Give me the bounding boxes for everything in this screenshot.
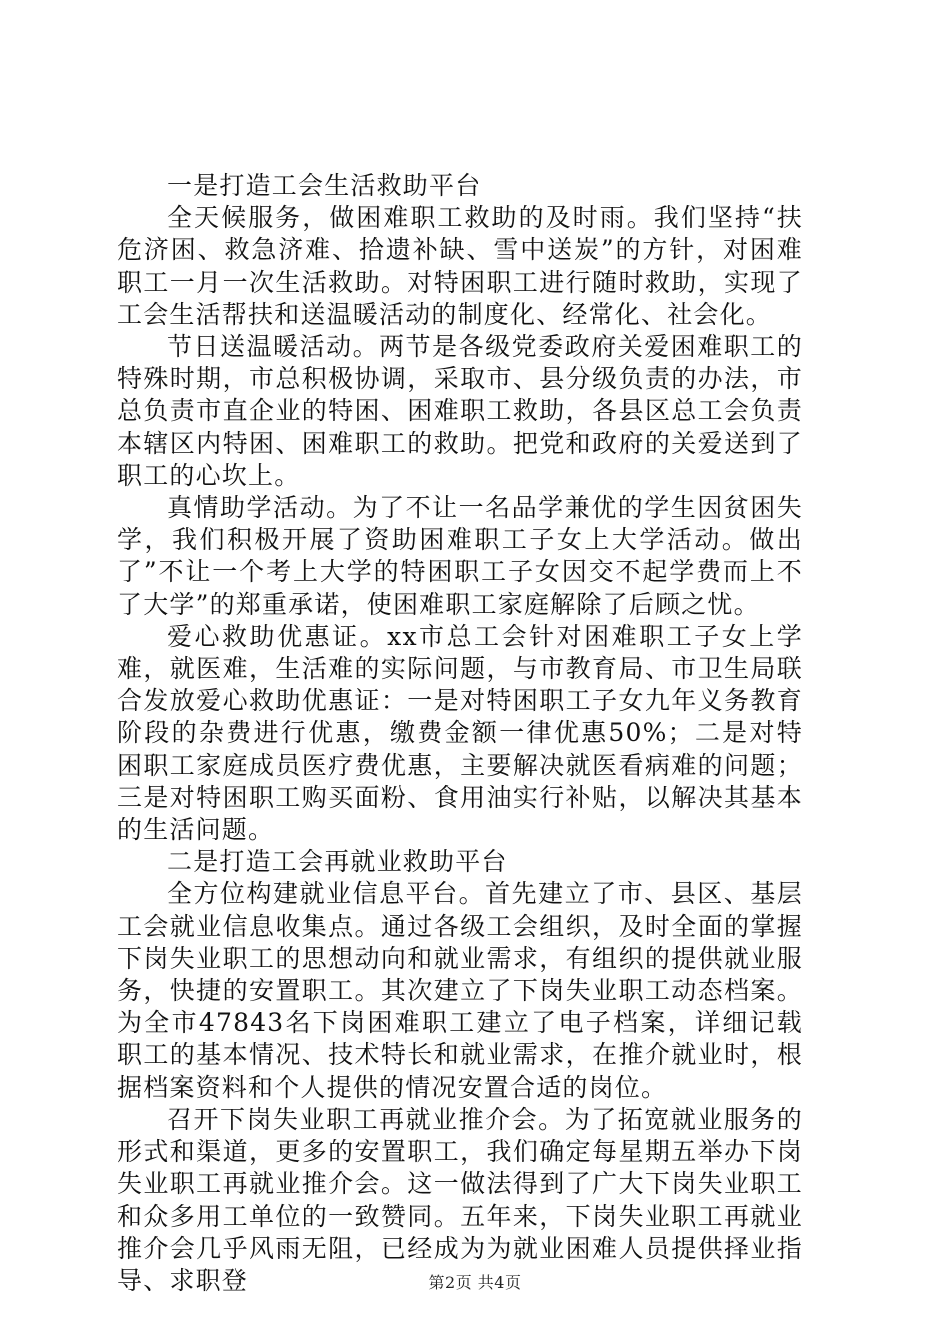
paragraph: 真情助学活动。为了不让一名品学兼优的学生因贫困失学，我们积极开展了资助困难职工子女上大学活动。做出了”不让一个考上大学的特困职工子女因交不起学费而上不了大学”的郑重承诺，使困难职工家庭解除了后顾之忧。 — [117, 493, 803, 619]
paragraph: 全天候服务，做困难职工救助的及时雨。我们坚持“扶危济困、救急济难、拾遗补缺、雪中送炭”的方针，对困难职工一月一次生活救助。对特困职工进行随时救助，实现了工会生活帮扶和送温暖活动的制度化、经常化、社会化。 — [117, 203, 803, 329]
paragraph: 召开下岗失业职工再就业推介会。为了拓宽就业服务的形式和渠道，更多的安置职工，我们确定每星期五举办下岗失业职工再就业推介会。这一做法得到了广大下岗失业职工和众多用工单位的一致赞同。五年来，下岗失业职工再就业推介会几乎风雨无阻，已经成为为就业困难人员提供择业指导、求职登 — [117, 1104, 803, 1295]
section-heading-1: 一是打造工会生活救助平台 — [167, 171, 482, 200]
paragraph: 全方位构建就业信息平台。首先建立了市、县区、基层工会就业信息收集点。通过各级工会组织，及时全面的掌握下岗失业职工的思想动向和就业需求，有组织的提供就业服务，快捷的安置职工。其次建立了下岗失业职工动态档案。为全市47843名下岗困难职工建立了电子档案，详细记载职工的基本情况、技术特长和就业需求，在推介就业时，根据档案资料和个人提供的情况安置合适的岗位。 — [117, 879, 803, 1102]
page-number-footer: 第2页 共4页 — [428, 1273, 522, 1292]
section-heading-2: 二是打造工会再就业救助平台 — [167, 847, 508, 877]
paragraph: 爱心救助优惠证。xx市总工会针对困难职工子女上学难，就医难，生活难的实际问题，与市教育局、市卫生局联合发放爱心救助优惠证：一是对特困职工子女九年义务教育阶段的杂费进行优惠，缴费金额一律优惠50%；二是对特困职工家庭成员医疗费优惠，主要解决就医看病难的问题；三是对特困职工购买面粉、食用油实行补贴，以解决其基本的生活问题。 — [117, 621, 803, 845]
paragraph: 节日送温暖活动。两节是各级党委政府关爱困难职工的特殊时期，市总积极协调，采取市、县分级负责的办法，市总负责市直企业的特困、困难职工救助，各县区总工会负责本辖区内特困、困难职工的救助。把党和政府的关爱送到了职工的心坎上。 — [117, 332, 803, 490]
document-body — [117, 170, 803, 1297]
